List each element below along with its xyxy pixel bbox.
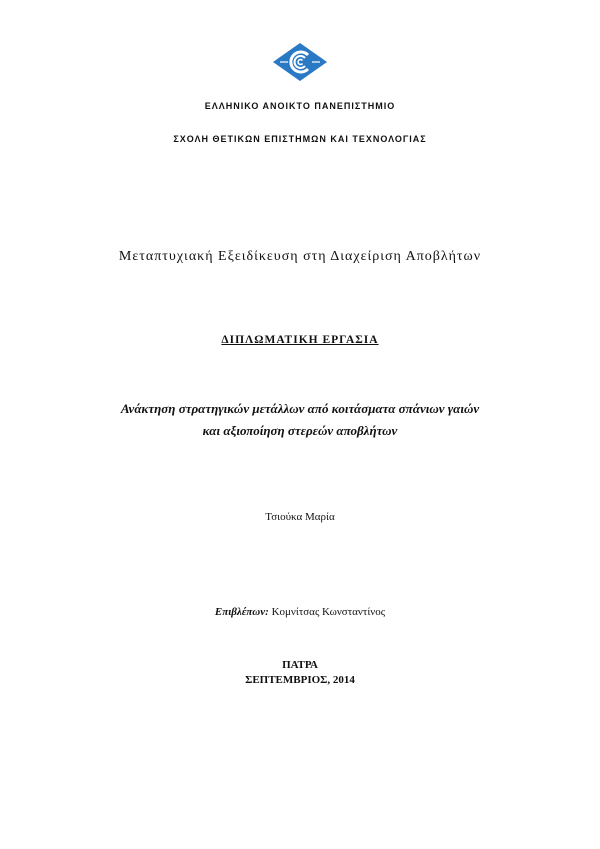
university-name: ΕΛΛΗΝΙΚΟ ΑΝΟΙΚΤΟ ΠΑΝΕΠΙΣΤΗΜΙΟ xyxy=(204,101,396,111)
supervisor-name: Κομνίτσας Κωνσταντίνος xyxy=(271,606,386,618)
supervisor xyxy=(0,606,600,618)
thesis-title-line-2: και αξιοποίηση στερεών αποβλήτων xyxy=(202,423,398,438)
supervisor-label: Επιβλέπων: xyxy=(214,606,269,618)
author-name: Τσιούκα Μαρία xyxy=(265,511,335,523)
date: ΣΕΠΤΕΜΒΡΙΟΣ, 2014 xyxy=(245,674,355,686)
document-type-label: ΔΙΠΛΩΜΑΤΙΚΗ ΕΡΓΑΣΙΑ xyxy=(221,334,379,346)
location: ΠΑΤΡΑ xyxy=(282,659,318,671)
school-name: ΣΧΟΛΗ ΘΕΤΙΚΩΝ ΕΠΙΣΤΗΜΩΝ ΚΑΙ ΤΕΧΝΟΛΟΓΙΑΣ xyxy=(173,134,427,144)
program-name: Μεταπτυχιακή Εξειδίκευση στη Διαχείριση Αποβλήτων xyxy=(118,249,482,264)
document-type xyxy=(0,334,600,346)
thesis-title-line-1: Ανάκτηση στρατηγικών μετάλλων από κοιτάσματα σπάνιων γαιών xyxy=(120,401,480,416)
university-logo-icon xyxy=(272,42,328,82)
